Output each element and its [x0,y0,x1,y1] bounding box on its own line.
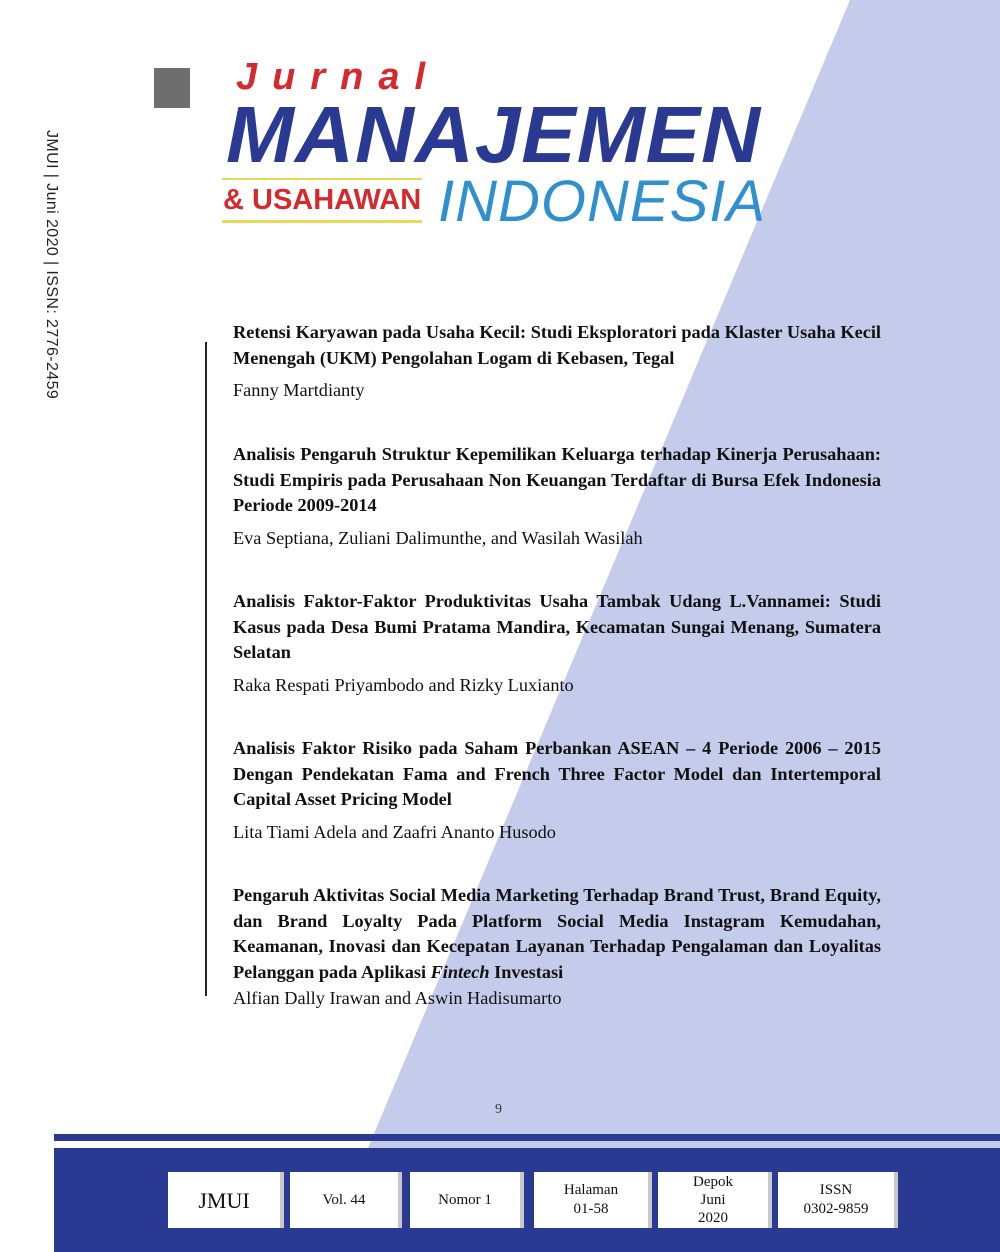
footer-year: 2020 [698,1210,728,1226]
article-authors: Fanny Martdianty [233,380,365,400]
spine-text: JMUI | Juni 2020 | ISSN: 2776-2459 [43,130,60,400]
footer-issn-label: ISSN [819,1182,853,1198]
footer-pages [534,1172,652,1228]
footer-issn [778,1172,898,1228]
article-authors: Eva Septiana, Zuliani Dalimunthe, and Wasilah Wasilah [233,527,643,548]
article-authors: Raka Respati Priyambodo and Rizky Luxianto [233,674,574,695]
footer-pages-label: Halaman [563,1182,619,1198]
logo-manajemen: MANAJEMEN [226,90,762,179]
footer-issue: Nomor 1 [410,1172,524,1228]
logo-jurnal: Jurnal [236,56,441,98]
article-entry [233,883,881,1011]
page-number: 9 [495,1102,502,1117]
article-title-italic: Fintech [430,961,490,982]
article-title: Retensi Karyawan pada Usaha Kecil: Studi Eksploratori pada Klaster Usaha Kecil Menengah (UKM) Pengolahan Logam di Kebasen, Tegal [233,322,881,368]
footer-place-date [658,1172,772,1228]
footer-journal-abbr: JMUI [168,1172,284,1228]
article-title-part: Investasi [489,961,564,982]
footer-volume: Vol. 44 [290,1172,402,1228]
footer-month: Juni [700,1192,726,1208]
footer-city: Depok [693,1174,733,1190]
logo-usahawan: & USAHAWAN [222,178,422,223]
footer-pages-range: 01-58 [573,1201,609,1217]
logo-indonesia: INDONESIA [438,169,767,234]
article-title: Analisis Pengaruh Struktur Kepemilikan Keluarga terhadap Kinerja Perusahaan: Studi Empiris pada Perusahaan Non Keuangan Terdaftar di Bursa Efek Indonesia Periode 2009-2014 [233,444,881,515]
article-authors: Alfian Dally Irawan and Aswin Hadisumarto [233,988,562,1008]
article-authors: Lita Tiami Adela and Zaafri Ananto Husodo [233,821,556,842]
article-entry [233,320,881,403]
article-title: Analisis Faktor-Faktor Produktivitas Usaha Tambak Udang L.Vannamei: Studi Kasus pada Desa Bumi Pratama Mandira, Kecamatan Sungai Menang, Sumatera Selatan [233,591,881,662]
article-title-part: Pengaruh Aktivitas Social Media Marketing Terhadap Brand Trust, Brand Equity, dan Brand Loyalty Pada Platform Social Media Instagram Kemudahan, Keamanan, Inovasi dan Kecepatan Layanan Terhadap Pengalaman dan Loyalitas Pelanggan pada Aplikasi [233,885,881,982]
article-entry [233,442,881,551]
article-title [233,883,881,985]
vertical-divider [205,342,207,996]
gray-square-decoration [154,68,190,108]
footer-issn-value: 0302-9859 [803,1201,869,1217]
footer-band-thin [54,1134,1000,1141]
article-entry [233,736,881,845]
article-entry [233,589,881,698]
article-title: Analisis Faktor Risiko pada Saham Perbankan ASEAN – 4 Periode 2006 – 2015 Dengan Pendekatan Fama and French Three Factor Model dan Intertemporal Capital Asset Pricing Model [233,738,881,809]
